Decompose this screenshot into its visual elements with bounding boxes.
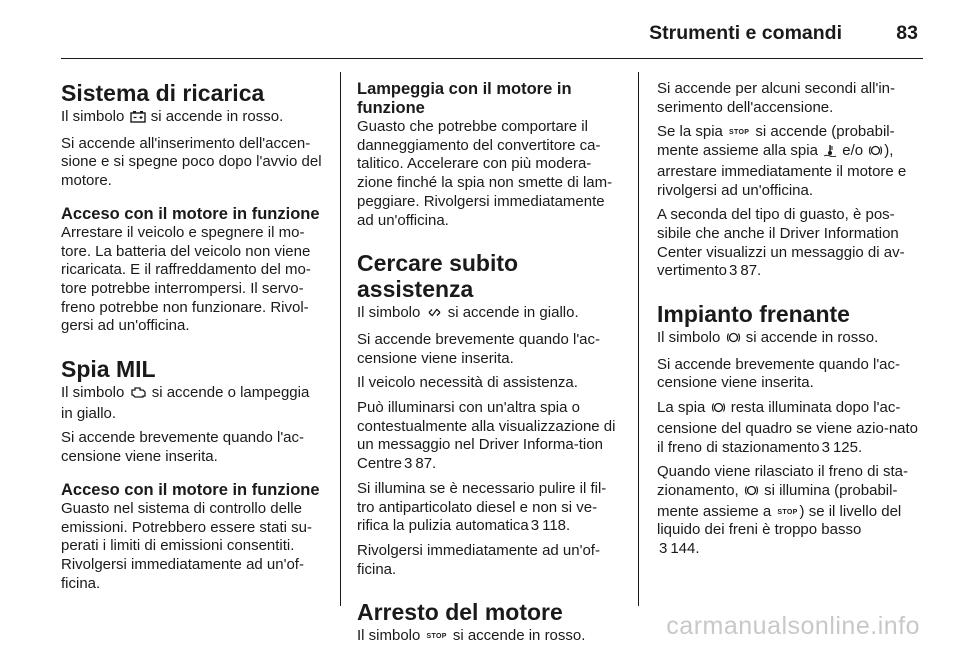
- text: si accende in rosso.: [745, 329, 879, 347]
- header-divider: [61, 58, 923, 59]
- brake-icon: [726, 331, 741, 350]
- text: ), arrestare immediatamente il motore e rivolgersi ad un'officina.: [657, 142, 907, 199]
- text: si accende in rosso.: [150, 108, 284, 125]
- heading-cercare-assistenza: Cercare subito assistenza: [357, 250, 519, 303]
- paragraph: [657, 463, 921, 559]
- page-header: [0, 0, 960, 60]
- paragraph: Si accende brevemente quando l'ac-censione viene inserita.: [61, 429, 305, 466]
- brake-icon: [711, 401, 726, 420]
- column-2: [357, 80, 621, 652]
- paragraph: [657, 399, 921, 457]
- text: si accende (probabil-mente assieme alla spia: [657, 123, 895, 160]
- paragraph: [61, 384, 325, 423]
- text: si accende o lampeggia in giallo.: [61, 384, 310, 422]
- text: si accende in giallo.: [447, 304, 579, 322]
- paragraph: [357, 304, 621, 325]
- text: Il simbolo: [61, 108, 125, 125]
- text: resta illuminata dopo l'ac-censione del quadro se viene azio-nato il freno di stazionamento: [657, 399, 919, 456]
- page-ref: 144.: [670, 540, 700, 558]
- page-ref: 125.: [832, 438, 863, 456]
- paragraph: [61, 108, 325, 129]
- page-ref-arrow-icon: 3: [530, 517, 540, 535]
- section-title: Strumenti e comandi: [649, 22, 842, 44]
- page-ref-arrow-icon: 3: [729, 262, 738, 280]
- page-ref-arrow-icon: 3: [404, 455, 413, 473]
- coolant-temperature-icon: [823, 144, 837, 163]
- paragraph: Si accende per alcuni secondi all'in-serimento dell'accensione.: [657, 80, 896, 116]
- page-ref: 87.: [415, 455, 437, 473]
- text: Il simbolo: [61, 384, 125, 402]
- text: si illumina (probabil-mente assieme a: [657, 481, 898, 520]
- text: si accende in rosso.: [452, 627, 586, 645]
- column-divider-2: [638, 72, 639, 606]
- brake-icon: [744, 484, 759, 503]
- paragraph: Si accende brevemente quando l'ac-censione viene inserita.: [357, 330, 601, 367]
- heading-impianto-frenante: Impianto frenante: [657, 301, 850, 328]
- text: ) se il livello del liquido dei freni è troppo basso: [657, 502, 902, 539]
- heading-acceso-motore: Acceso con il motore in funzione: [61, 204, 320, 223]
- paragraph: [657, 123, 921, 200]
- column-3: [657, 80, 921, 565]
- stop-icon: STOP: [777, 508, 798, 516]
- column-divider-1: [340, 72, 341, 606]
- page-ref: 87.: [740, 262, 762, 280]
- column-1: [61, 80, 325, 599]
- paragraph: Rivolgersi immediatamente ad un'of-ficina.: [357, 541, 600, 578]
- stop-icon: STOP: [729, 129, 750, 137]
- heading-acceso-motore: Acceso con il motore in funzione: [61, 480, 320, 499]
- engine-icon: [130, 386, 147, 405]
- text: La spia: [657, 399, 706, 417]
- paragraph: [657, 206, 921, 281]
- text: Si illumina se è necessario pulire il fil-tro antiparticolato diesel e non si ve-rifica la pulizia automatica: [357, 479, 607, 535]
- text: A seconda del tipo di guasto, è pos-sibile che anche il Driver Information Center visualizzi un messaggio di av-vertimento: [657, 206, 905, 280]
- heading-lampeggia: Lampeggia con il motore in funzione: [357, 80, 572, 117]
- page-ref-arrow-icon: 3: [821, 438, 830, 456]
- wrench-icon: [426, 306, 443, 325]
- page-ref: 118.: [542, 517, 571, 535]
- page-ref-arrow-icon: 3: [659, 540, 668, 558]
- text: e/o: [842, 142, 864, 160]
- text: Il simbolo: [357, 627, 421, 645]
- paragraph: [357, 480, 621, 536]
- paragraph: [357, 399, 621, 474]
- text: Il simbolo: [357, 304, 421, 322]
- paragraph: Arrestare il veicolo e spegnere il mo-tore. La batteria del veicolo non viene ricaricata. E il raffreddamento del mo-tore potrebbe interrompersi. Il servo-freno potrebbe non funzionare. Rivol-gersi ad un'officina.: [61, 223, 311, 335]
- paragraph: Guasto che potrebbe comportare il danneggiamento del convertitore ca-talitico. Accelerare con più modera-zione finché la spia non smette di lam-peggiare. Rivolgersi immediatamente ad un'officina.: [357, 118, 613, 229]
- text: Se la spia: [657, 123, 723, 141]
- stop-icon: STOP: [426, 633, 447, 641]
- text: Può illuminarsi con un'altra spia o contestualmente alla visualizzazione di un messaggio nel Driver Informa-tion Centre: [357, 399, 616, 473]
- paragraph: Si accende brevemente quando l'ac-censione viene inserita.: [657, 355, 901, 392]
- brake-icon: [868, 144, 883, 163]
- paragraph: [357, 627, 621, 646]
- paragraph: Il veicolo necessità di assistenza.: [357, 374, 578, 392]
- paragraph: Guasto nel sistema di controllo delle emissioni. Potrebbero essere stati su-perati i limiti di emissioni consentiti. Rivolgersi immediatamente ad un'of-ficina.: [61, 499, 312, 592]
- page-number: 83: [896, 22, 918, 44]
- watermark: carmanualsonline.info: [666, 612, 920, 640]
- heading-sistema-ricarica: Sistema di ricarica: [61, 80, 265, 106]
- paragraph: Si accende all'inserimento dell'accen-sione e si spegne poco dopo l'avvio del motore.: [61, 134, 322, 190]
- text: Il simbolo: [657, 329, 721, 347]
- text: Quando viene rilasciato il freno di sta-zionamento,: [657, 463, 908, 499]
- battery-icon: [130, 110, 146, 129]
- heading-arresto-motore: Arresto del motore: [357, 599, 563, 626]
- heading-spia-mil: Spia MIL: [61, 356, 156, 383]
- paragraph: [657, 329, 921, 350]
